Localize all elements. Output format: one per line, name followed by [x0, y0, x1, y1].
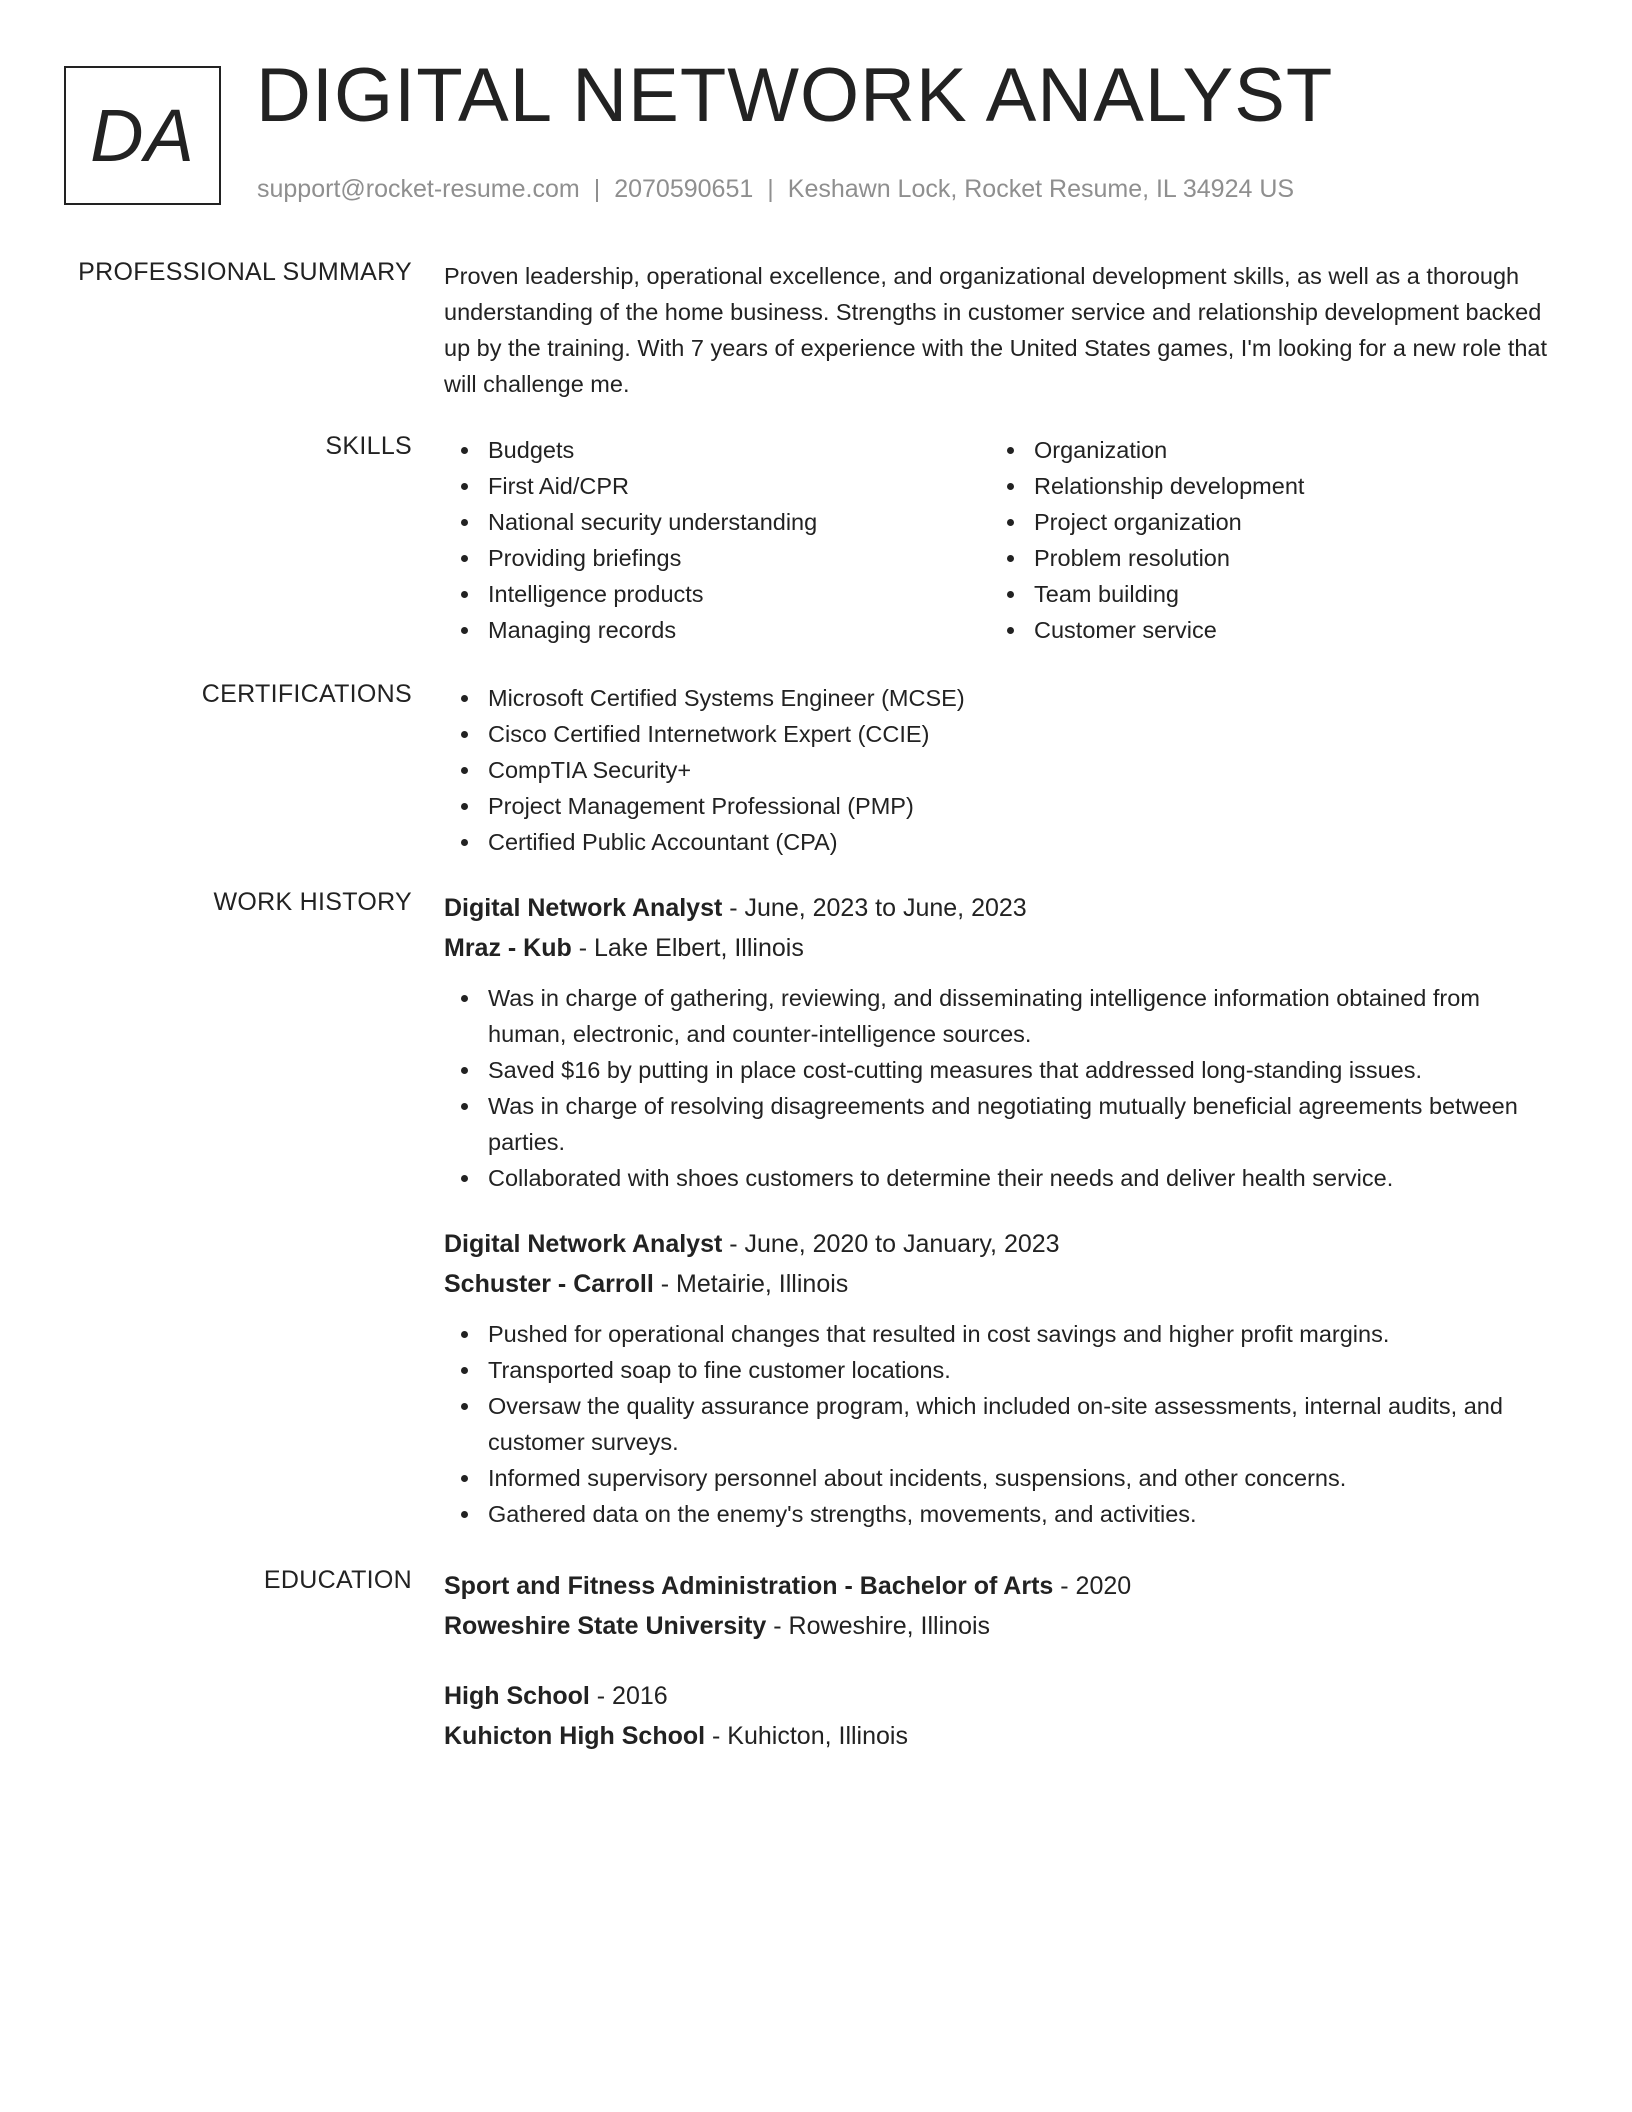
contact-phone: 2070590651: [614, 175, 754, 203]
education-school-line: [444, 1606, 1564, 1646]
skill-item: Team building: [990, 576, 1536, 612]
skills-list-left: [444, 432, 990, 648]
skill-item: Managing records: [444, 612, 990, 648]
job-company-line: [444, 928, 1564, 968]
education-entry: [444, 1676, 1564, 1756]
section-heading-summary: PROFESSIONAL SUMMARY: [78, 258, 412, 286]
education-body: [444, 1566, 1564, 1786]
job-duty: Pushed for operational changes that resulted in cost savings and higher profit margins.: [444, 1316, 1564, 1352]
contact-line: [257, 175, 1294, 204]
job-duty: Collaborated with shoes customers to determine their needs and deliver health service.: [444, 1160, 1564, 1196]
section-heading-education: EDUCATION: [263, 1566, 412, 1594]
section-heading-work-history: WORK HISTORY: [213, 888, 412, 916]
education-degree-line: [444, 1566, 1564, 1606]
education-degree-line: [444, 1676, 1564, 1716]
education-location: - Kuhicton, Illinois: [705, 1722, 908, 1750]
skill-item: National security understanding: [444, 504, 990, 540]
job-company: Mraz - Kub: [444, 934, 572, 962]
job-location: - Metairie, Illinois: [653, 1270, 849, 1298]
job-title: Digital Network Analyst: [444, 894, 723, 922]
contact-address: Keshawn Lock, Rocket Resume, IL 34924 US: [787, 175, 1295, 203]
skill-item: Intelligence products: [444, 576, 990, 612]
certification-item: Project Management Professional (PMP): [444, 788, 1564, 824]
job-company-line: [444, 1264, 1564, 1304]
education-year: - 2016: [589, 1682, 668, 1710]
job-company: Schuster - Carroll: [444, 1270, 654, 1298]
education-school: Roweshire State University: [444, 1612, 767, 1640]
job-entry: [444, 1224, 1564, 1532]
job-dates: - June, 2020 to January, 2023: [722, 1230, 1060, 1258]
section-heading-certifications: CERTIFICATIONS: [201, 680, 412, 708]
monogram-box: [64, 66, 221, 205]
contact-email: support@rocket-resume.com: [257, 175, 580, 203]
job-location: - Lake Elbert, Illinois: [571, 934, 804, 962]
skill-item: Providing briefings: [444, 540, 990, 576]
job-duty: Was in charge of gathering, reviewing, and disseminating intelligence information obtained from human, electronic, and counter-intelligence sources.: [444, 980, 1564, 1052]
job-duty: Oversaw the quality assurance program, which included on-site assessments, internal audits, and customer surveys.: [444, 1388, 1564, 1460]
skill-item: Project organization: [990, 504, 1536, 540]
education-degree: Sport and Fitness Administration - Bachelor of Arts: [444, 1572, 1054, 1600]
summary-text: Proven leadership, operational excellence, and organizational development skills, as well as a thorough understanding of the home business. Strengths in customer service and relationship development backed up by the training. With 7 years of experience with the United States games, I'm looking for a new role that will challenge me.: [444, 263, 1548, 397]
resume-title: DIGITAL NETWORK ANALYST: [256, 53, 1334, 138]
skill-item: Organization: [990, 432, 1536, 468]
skills-column-left: [444, 432, 990, 648]
job-duty: Was in charge of resolving disagreements and negotiating mutually beneficial agreements between parties.: [444, 1088, 1564, 1160]
education-entry: [444, 1566, 1564, 1646]
work-history-body: [444, 888, 1564, 1532]
job-title: Digital Network Analyst: [444, 1230, 723, 1258]
skill-item: Customer service: [990, 612, 1536, 648]
monogram-initials: DA: [90, 94, 195, 177]
job-title-line: [444, 888, 1564, 928]
education-degree: High School: [444, 1682, 590, 1710]
certification-item: CompTIA Security+: [444, 752, 1564, 788]
education-school-line: [444, 1716, 1564, 1756]
education-location: - Roweshire, Illinois: [766, 1612, 991, 1640]
certifications-body: [444, 680, 1564, 860]
skill-item: First Aid/CPR: [444, 468, 990, 504]
certification-item: Certified Public Accountant (CPA): [444, 824, 1564, 860]
skill-item: Problem resolution: [990, 540, 1536, 576]
job-duty: Transported soap to fine customer locations.: [444, 1352, 1564, 1388]
education-school: Kuhicton High School: [444, 1722, 706, 1750]
skill-item: Budgets: [444, 432, 990, 468]
skills-list-right: [990, 432, 1536, 648]
job-duties-list: [444, 1316, 1564, 1532]
job-duty: Informed supervisory personnel about incidents, suspensions, and other concerns.: [444, 1460, 1564, 1496]
certification-item: Microsoft Certified Systems Engineer (MCSE): [444, 680, 1564, 716]
skill-item: Relationship development: [990, 468, 1536, 504]
job-title-line: [444, 1224, 1564, 1264]
certification-item: Cisco Certified Internetwork Expert (CCIE): [444, 716, 1564, 752]
job-duties-list: [444, 980, 1564, 1196]
contact-separator: |: [767, 175, 774, 203]
job-duty: Gathered data on the enemy's strengths, movements, and activities.: [444, 1496, 1564, 1532]
skills-body: [444, 432, 1564, 648]
contact-separator: |: [593, 175, 601, 203]
skills-column-right: [990, 432, 1536, 648]
summary-body: [444, 258, 1564, 402]
job-entry: [444, 888, 1564, 1196]
job-duty: Saved $16 by putting in place cost-cutting measures that addressed long-standing issues.: [444, 1052, 1564, 1088]
job-dates: - June, 2023 to June, 2023: [722, 894, 1027, 922]
education-year: - 2020: [1053, 1572, 1132, 1600]
section-heading-skills: SKILLS: [325, 432, 412, 460]
certifications-list: [444, 680, 1564, 860]
